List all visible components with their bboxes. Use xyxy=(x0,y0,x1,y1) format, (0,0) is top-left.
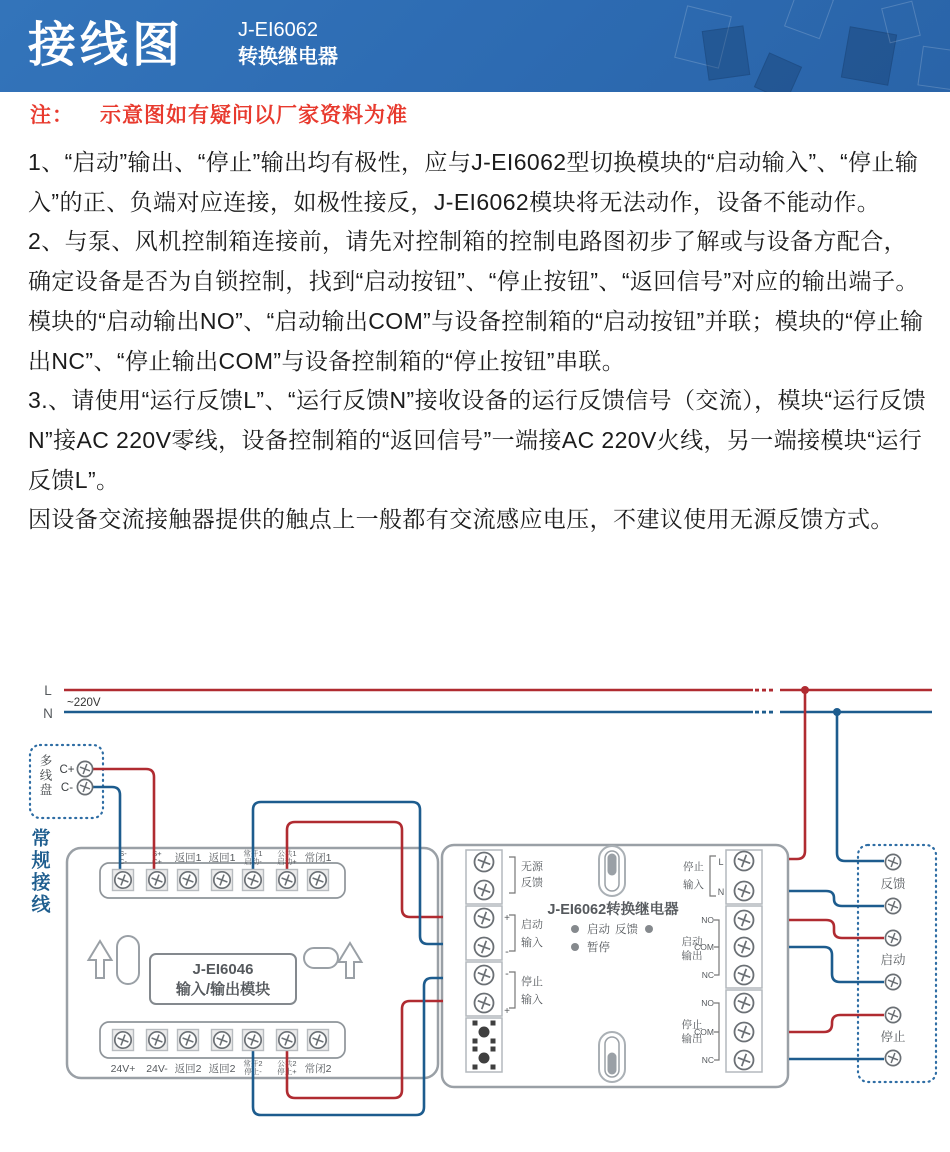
svg-text:常闭1: 常闭1 xyxy=(304,852,332,864)
svg-text:输入: 输入 xyxy=(683,879,704,891)
decor-cube xyxy=(754,52,802,92)
svg-text:COM: COM xyxy=(694,1027,714,1037)
svg-text:返回2: 返回2 xyxy=(174,1063,202,1075)
wire-stop-com xyxy=(789,1015,884,1032)
svg-text:NO: NO xyxy=(701,915,714,925)
instruction-paragraph-4: 因设备交流接触器提供的触点上一般都有交流感应电压，不建议使用无源反馈方式。 xyxy=(28,506,894,533)
svg-text:无源: 无源 xyxy=(521,861,543,873)
wire-feedback-n xyxy=(789,891,884,906)
start-led-label: 启动 xyxy=(587,924,610,936)
svg-text:停止-: 停止- xyxy=(244,1067,262,1076)
page-header xyxy=(0,0,950,92)
voltage-label: ~220V xyxy=(67,697,101,709)
power-lines xyxy=(43,683,932,721)
device-terminal-box xyxy=(858,845,936,1082)
svg-text:NC: NC xyxy=(701,1055,714,1065)
c-minus-label: C- xyxy=(60,782,74,794)
svg-text:停止: 停止 xyxy=(521,976,543,988)
mxp-panel-label: 多线盘 xyxy=(38,754,52,798)
note-line xyxy=(30,99,408,129)
svg-text:停止: 停止 xyxy=(681,1019,703,1031)
c-plus-label: C+ xyxy=(59,764,75,776)
section-label: 常规接线 xyxy=(28,828,50,916)
svg-text:启动-: 启动- xyxy=(244,857,262,866)
svg-text:常闭2: 常闭2 xyxy=(304,1063,332,1075)
svg-text:停止: 停止 xyxy=(683,861,704,873)
page-title: 接线图 xyxy=(28,19,185,72)
module-6046-model: J-EI6046 xyxy=(192,961,254,978)
start-led-icon xyxy=(571,925,579,933)
svg-text:返回1: 返回1 xyxy=(174,852,202,864)
device-start-label: 启动 xyxy=(880,953,906,967)
svg-text:-: - xyxy=(505,968,509,980)
mounting-hole-bottom xyxy=(599,1032,625,1082)
wire-start-com xyxy=(789,947,884,982)
neutral-line-label: N xyxy=(43,706,53,721)
wire-start-no xyxy=(789,920,884,938)
decor-cube xyxy=(784,0,834,39)
svg-text:C+: C+ xyxy=(152,857,162,866)
svg-text:C-: C- xyxy=(119,857,127,866)
svg-text:输入: 输入 xyxy=(521,937,543,949)
note-prefix: 注： xyxy=(30,104,74,127)
svg-text:常开1: 常开1 xyxy=(243,849,263,858)
decor-cube xyxy=(917,46,950,91)
svg-text:启动+: 启动+ xyxy=(277,857,297,866)
junction-dot-live xyxy=(801,686,809,694)
wiring-diagram xyxy=(0,660,950,1147)
svg-text:NC: NC xyxy=(701,970,714,980)
svg-text:+: + xyxy=(504,913,510,924)
svg-text:启动: 启动 xyxy=(681,936,703,948)
svg-text:输出: 输出 xyxy=(681,1033,703,1045)
pause-led-label: 暂停 xyxy=(587,942,610,954)
module-6062-title: J-EI6062转换继电器 xyxy=(547,902,679,918)
svg-text:L: L xyxy=(718,857,724,867)
note-text: 示意图如有疑问以厂家资料为准 xyxy=(100,104,408,127)
decor-cube xyxy=(702,25,751,80)
svg-text:COM: COM xyxy=(694,942,714,952)
pause-led-icon xyxy=(571,943,579,951)
instruction-paragraph-2: 2、与泵、风机控制箱连接前，请先对控制箱的控制电路图初步了解或与设备方配合，确定设备是否为自锁控制，找到“启动按钮”、“停止按钮”、“返回信号”对应的输出端子。模块的“启动输出NO”、“启动输出COM”与设备控制箱的“启动按钮”并联；模块的“停止输出NC”、“停止输出COM”与设备控制箱的“停止按钮”串联。 xyxy=(28,228,924,374)
svg-text:NO: NO xyxy=(701,998,714,1008)
svg-text:停止+: 停止+ xyxy=(277,1067,297,1076)
svg-text:S-: S- xyxy=(119,849,127,858)
svg-text:24V-: 24V- xyxy=(146,1063,168,1075)
product-name: 转换继电器 xyxy=(238,46,338,68)
svg-text:输出: 输出 xyxy=(681,950,703,962)
module-j-ei6062 xyxy=(442,845,788,1087)
product-model: J-EI6062 xyxy=(238,19,319,41)
svg-text:返回2: 返回2 xyxy=(208,1063,236,1075)
instruction-paragraph-3: 3.、请使用“运行反馈L”、“运行反馈N”接收设备的运行反馈信号（交流），模块“运行反馈N”接AC 220V零线，设备控制箱的“返回信号”一端接AC 220V火线，另一端接模块“运行反馈L”。 xyxy=(28,387,926,493)
wire-live-drop xyxy=(789,690,805,859)
line-break-marks xyxy=(753,685,780,717)
svg-text:+: + xyxy=(504,1006,510,1017)
svg-text:反馈: 反馈 xyxy=(521,877,543,889)
device-feedback-label: 反馈 xyxy=(880,877,906,891)
svg-text:返回1: 返回1 xyxy=(208,852,236,864)
svg-text:常开2: 常开2 xyxy=(243,1059,263,1068)
live-line-label: L xyxy=(44,683,52,698)
junction-dot-neutral xyxy=(833,708,841,716)
device-stop-label: 停止 xyxy=(880,1030,906,1044)
svg-text:公共1: 公共1 xyxy=(277,849,297,858)
module-6046-type: 输入/输出模块 xyxy=(175,981,271,998)
svg-text:启动: 启动 xyxy=(521,919,543,931)
wire-neutral-drop xyxy=(837,712,884,861)
svg-text:输入: 输入 xyxy=(521,994,543,1006)
svg-text:N: N xyxy=(717,887,725,897)
feedback-led-icon xyxy=(645,925,653,933)
instructions xyxy=(28,143,926,540)
mounting-hole-top xyxy=(599,846,625,896)
instruction-paragraph-1: 1、“启动”输出、“停止”输出均有极性，应与J-EI6062型切换模块的“启动输入”、“停止输入”的正、负端对应连接，如极性接反，J-EI6062模块将无法动作，设备不能动作。 xyxy=(28,149,919,215)
svg-text:24V+: 24V+ xyxy=(110,1063,136,1075)
svg-text:公共2: 公共2 xyxy=(277,1059,297,1068)
svg-text:-: - xyxy=(505,946,509,958)
mxp-panel xyxy=(30,745,103,818)
svg-text:S+: S+ xyxy=(152,849,162,858)
feedback-led-label: 反馈 xyxy=(615,924,638,936)
